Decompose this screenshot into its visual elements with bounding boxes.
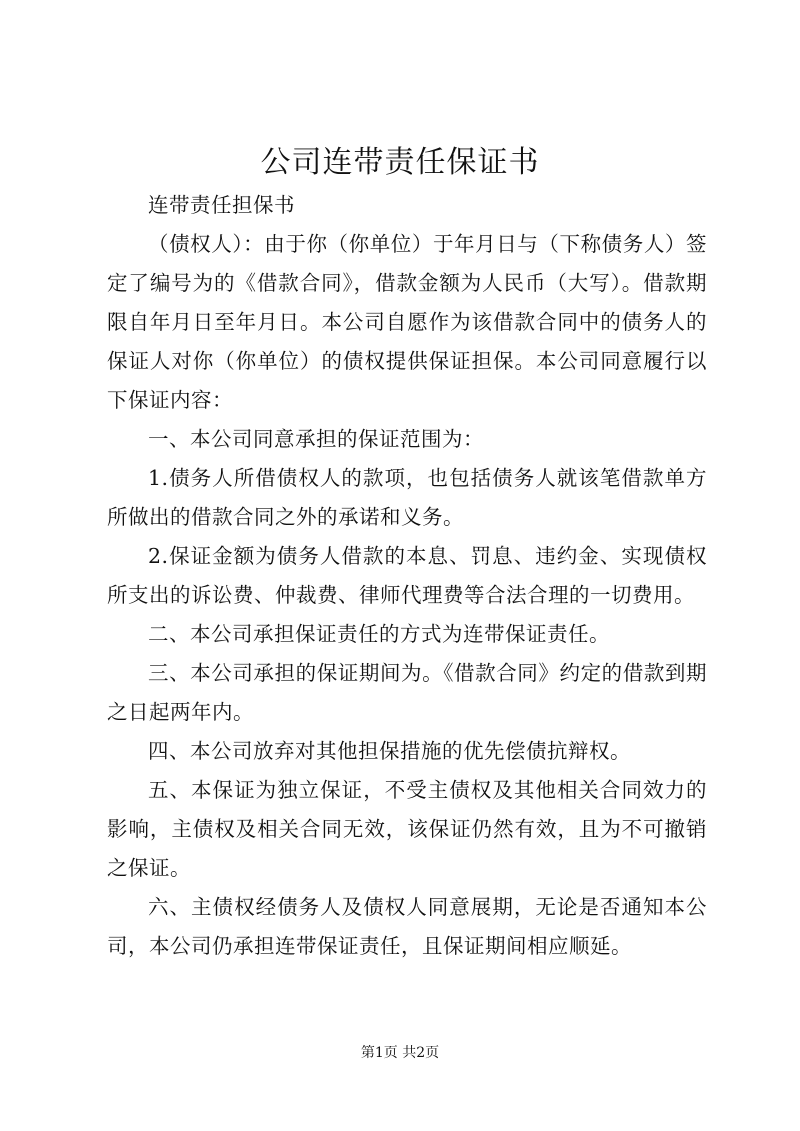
paragraph-clause-5: 五、本保证为独立保证，不受主债权及其他相关合同效力的影响，主债权及相关合同无效，该保证仍然有效，且为不可撤销之保证。	[107, 778, 707, 880]
page-number-footer: 第1页 共2页	[360, 1045, 440, 1061]
paragraph-clause-1: 一、本公司同意承担的保证范围为：	[148, 427, 484, 451]
paragraph-clause-1-item-1: 1.债务人所借债权人的款项，也包括债务人就该笔借款单方所做出的借款合同之外的承诺和义务。	[107, 466, 707, 529]
paragraph-clause-6: 六、主债权经债务人及债权人同意展期，无论是否通知本公司，本公司仍承担连带保证责任，且保证期间相应顺延。	[107, 895, 707, 958]
paragraph-clause-2: 二、本公司承担保证责任的方式为连带保证责任。	[148, 622, 610, 646]
paragraph-subtitle: 连带责任担保书	[148, 193, 295, 217]
paragraph-intro: （债权人）：由于你（你单位）于年月日与（下称债务人）签定了编号为的《借款合同》，借款金额为人民币（大写）。借款期限自年月日至年月日。本公司自愿作为该借款合同中的债务人的保证人对你（你单位）的债权提供保证担保。本公司同意履行以下保证内容：	[107, 232, 707, 412]
paragraph-clause-1-item-2: 2.保证金额为债务人借款的本息、罚息、违约金、实现债权所支出的诉讼费、仲裁费、律师代理费等合法合理的一切费用。	[107, 544, 707, 607]
document-body	[107, 186, 707, 966]
document-title: 公司连带责任保证书	[260, 145, 540, 180]
paragraph-clause-4: 四、本公司放弃对其他担保措施的优先偿债抗辩权。	[148, 739, 631, 763]
paragraph-clause-3: 三、本公司承担的保证期间为。《借款合同》约定的借款到期之日起两年内。	[107, 661, 707, 724]
